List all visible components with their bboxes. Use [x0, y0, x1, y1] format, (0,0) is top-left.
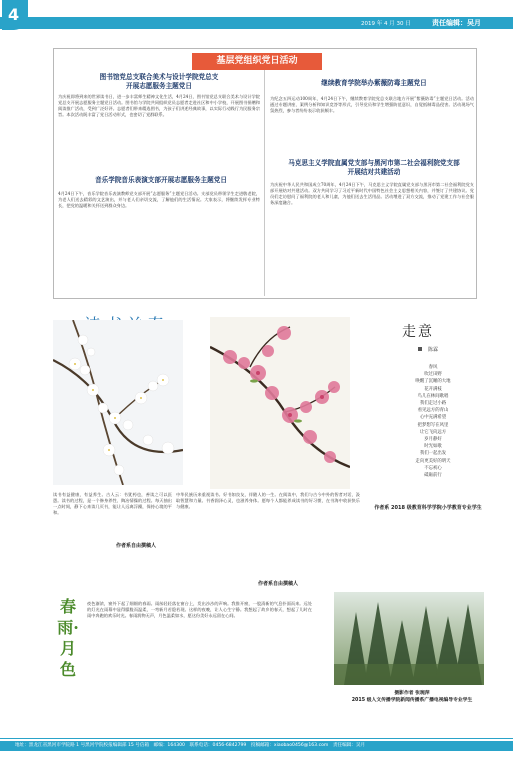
poem-line: 岁月静好	[424, 437, 442, 443]
poem-line: 砥砺前行	[424, 473, 442, 479]
poem-body	[385, 364, 481, 479]
poem-line: 春风	[428, 365, 438, 370]
poem-line: 鸟儿在林间歌唱	[417, 393, 449, 399]
poem-line: 不忘初心	[424, 465, 442, 471]
poem-line: 唤醒了沉睡的大地	[415, 379, 451, 385]
essay-title: 春雨·月色	[57, 597, 79, 679]
column-paragraph: 中华民族历来重视读书。好书如良友，伴随人的一生。在阅读中，我们与古今中外的智者对话，汲取智慧和力量。书香润泽心灵，也滋养身体。愿每个人都能养成读书的好习惯，在书海中收获快乐与健康。	[176, 492, 360, 510]
poem-line: 我们一起出发	[419, 451, 447, 457]
poem-line: 看见远方的青山	[417, 408, 449, 414]
poem-line: 我们走过小路	[419, 401, 447, 407]
forest-photo	[334, 592, 484, 685]
poem-author-note: 作者系 2018 级教育科学学院小学教育专业学生	[374, 505, 482, 511]
column-paragraph: 读书有益健康，有益养生。古人云：书犹药也，善读之可以医愚。读书的过程，是一个修身养性、陶冶情操的过程。每天抽出一点时间，静下心来读几页书，能让人远离浮躁，保持心境的平和。	[53, 492, 172, 516]
responsible-editor: 责任编辑：吴月	[432, 19, 481, 27]
issue-date: 2019 年 4 月 30 日	[361, 21, 411, 27]
poem-line: 花开满枝	[424, 386, 442, 392]
poem-line: 走向更美好的明天	[415, 458, 451, 464]
blossom-photo	[53, 320, 183, 485]
author-bullet	[418, 347, 422, 351]
page-number-badge: 4	[2, 0, 28, 30]
photo-credit-detail: 2015 级人文传播学院新闻传播系广播电视编导专业学生	[351, 698, 473, 703]
poem-line: 心中充满希望	[419, 415, 447, 421]
essay-body: 夜色渐浓，窗外下起了细细的春雨。雨丝轻轻落在窗台上，发出沙沙的声响。我推开窗，一股清新的气息扑面而来。远处的灯光在雨幕中显得朦胧而温柔，一弯新月若隐若现。这样的夜晚，让人心生宁静。我想起了故乡的春天，想起了儿时在雨中奔跑的欢乐时光。春雨润物无声，月色温柔如水，愿这份美好永远留在心间。	[87, 601, 312, 619]
article-title: 图书馆党总支联合美术与设计学院党总支 开展志愿服务主题党日	[99, 73, 219, 90]
poem-line: 让它飞向远方	[419, 429, 447, 435]
poem-line: 把梦想写在风里	[417, 422, 449, 428]
photo-credit: 摄影作者 张琬萍	[394, 691, 430, 696]
blossom-painting	[210, 317, 350, 489]
poem-line: 吹过田野	[424, 372, 442, 378]
photo-caption	[338, 690, 486, 704]
article-body: 为庆祝中华人民共和国成立70周年，4月24日下午，马克思主义学院直属党支部与黑河市第二社会福利院党支部开展结对共建活动。双方共同学习了习近平新时代中国特色社会主义思想相关内容，并签订了共建协议。党员们走访慰问了福利院的老人和儿童，为他们送去生活用品。活动增进了双方交流，推动了党建工作与社会服务深度融合。	[270, 182, 474, 206]
poem-line: 时光如歌	[424, 444, 442, 450]
footer-rule	[0, 738, 513, 739]
article-body: 为纪念五四运动100周年，4月24日下午，继续教育学院党总支联合地方开展“紫薇防毒”主题党日活动。活动通过专题讲座、案例分析和知识竞答等形式，引导党员和学生增强防范意识，自觉抵制毒品侵害。活动现场气氛热烈，参与者纷纷表示收获颇丰。	[270, 96, 474, 114]
painting-caption: 作者系自由撰稿人	[257, 581, 298, 587]
article-title: 音乐学院音乐表演支部开展志愿服务主题党日	[95, 176, 227, 184]
photo-caption: 作者系自由撰稿人	[115, 543, 156, 549]
column-divider	[264, 66, 265, 296]
article-body: 4月24日下午，音乐学院音乐表演教师党支部开展“志愿服务”主题党日活动。支部党员带领学生走进敬老院，为老人们送去精彩的文艺演出，并与老人们亲切交流，了解他们的生活情况。大家表示，将继续发挥专业特长，把党的温暖和关怀送到群众身边。	[58, 191, 260, 209]
article-body: 为庆祝即将到来的世界读书日，进一步丰富师生精神文化生活，4月24日，图书馆党总支联合美术与设计学院党总支开展志愿服务主题党日活动。图书馆与学院共同组织党员志愿者走进社区和中小学校，开展图书捐赠和阅读推广活动，受到广泛好评。志愿者们带来精选图书，为孩子们讲述经典故事，以实际行动践行为民服务宗旨。本次活动既丰富了党日活动形式，也密切了党群联系。	[58, 94, 260, 118]
section-banner: 基层党组织党日活动	[192, 53, 322, 70]
article-title: 继续教育学院举办紫薇防毒主题党日	[321, 79, 427, 87]
article-title: 马克思主义学院直属党支部与黑河市第二社会福利院党支部 开展结对共建活动	[288, 159, 460, 176]
poem-author: 陈霖	[428, 347, 439, 353]
poem-heading: 走意	[402, 324, 434, 340]
footer-contact-info: 地址：黑龙江省黑河市学院路 1 号黑河学院校报编辑部 15 号信箱 邮编：164300 联系电话：0456-6842799 投稿邮箱：xiaobao0456@163.com 责任编辑：吴月	[15, 743, 366, 748]
